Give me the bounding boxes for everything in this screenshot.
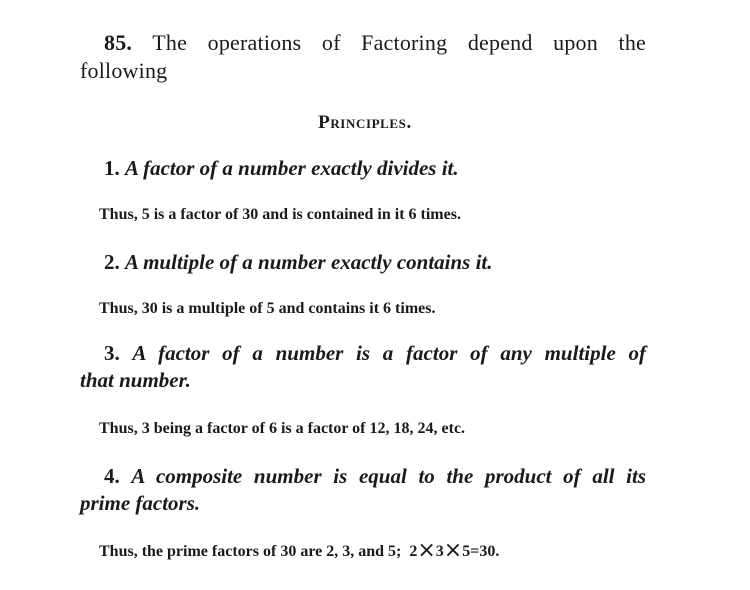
math-factor-c: 5 <box>462 543 471 560</box>
principle-1 <box>104 156 459 181</box>
principle-1-text: A factor of a number exactly divides it. <box>125 156 459 180</box>
principle-3-line-1 <box>104 341 646 366</box>
math-factor-b: 3 <box>435 543 444 560</box>
principle-2-text: A multiple of a number exactly contains it. <box>125 250 493 274</box>
principle-3-text-line-2: that number. <box>80 368 191 392</box>
times-sign: × <box>417 538 436 563</box>
principle-3-line-2 <box>80 368 191 393</box>
math-factor-a: 2 <box>409 543 418 560</box>
principle-2 <box>104 250 493 275</box>
principle-4-text-line-1: A composite number is equal to the product of all its <box>131 464 646 488</box>
principle-4-example <box>99 538 499 563</box>
section-number: 85. <box>104 30 133 55</box>
intro-text-line-1: The operations of Factoring depend upon the <box>152 30 646 55</box>
principle-4-line-1 <box>104 464 646 489</box>
principles-heading: Principles. <box>318 112 412 133</box>
principle-1-example: Thus, 5 is a factor of 30 and is contained in it 6 times. <box>99 206 461 223</box>
principle-2-example: Thus, 30 is a multiple of 5 and contains it 6 times. <box>99 300 436 317</box>
times-sign: × <box>443 538 463 563</box>
principle-4-number: 4. <box>104 464 120 488</box>
principle-3-text-line-1: A factor of a number is a factor of any multiple of <box>132 341 646 365</box>
principle-4-example-prefix: Thus, the prime factors of 30 are 2, 3, and 5; <box>99 543 402 560</box>
intro-text-line-2: following <box>80 58 168 83</box>
principle-4-text-line-2: prime factors. <box>80 491 201 515</box>
math-result: 30. <box>479 543 500 560</box>
principle-1-number: 1. <box>104 156 120 180</box>
principle-2-number: 2. <box>104 250 120 274</box>
principle-4-line-2 <box>80 491 200 516</box>
principle-3-example: Thus, 3 being a factor of 6 is a factor of 12, 18, 24, etc. <box>99 420 466 437</box>
equals-sign: = <box>470 543 480 560</box>
principle-3-number: 3. <box>104 341 120 365</box>
intro-paragraph-line-1 <box>104 30 646 56</box>
